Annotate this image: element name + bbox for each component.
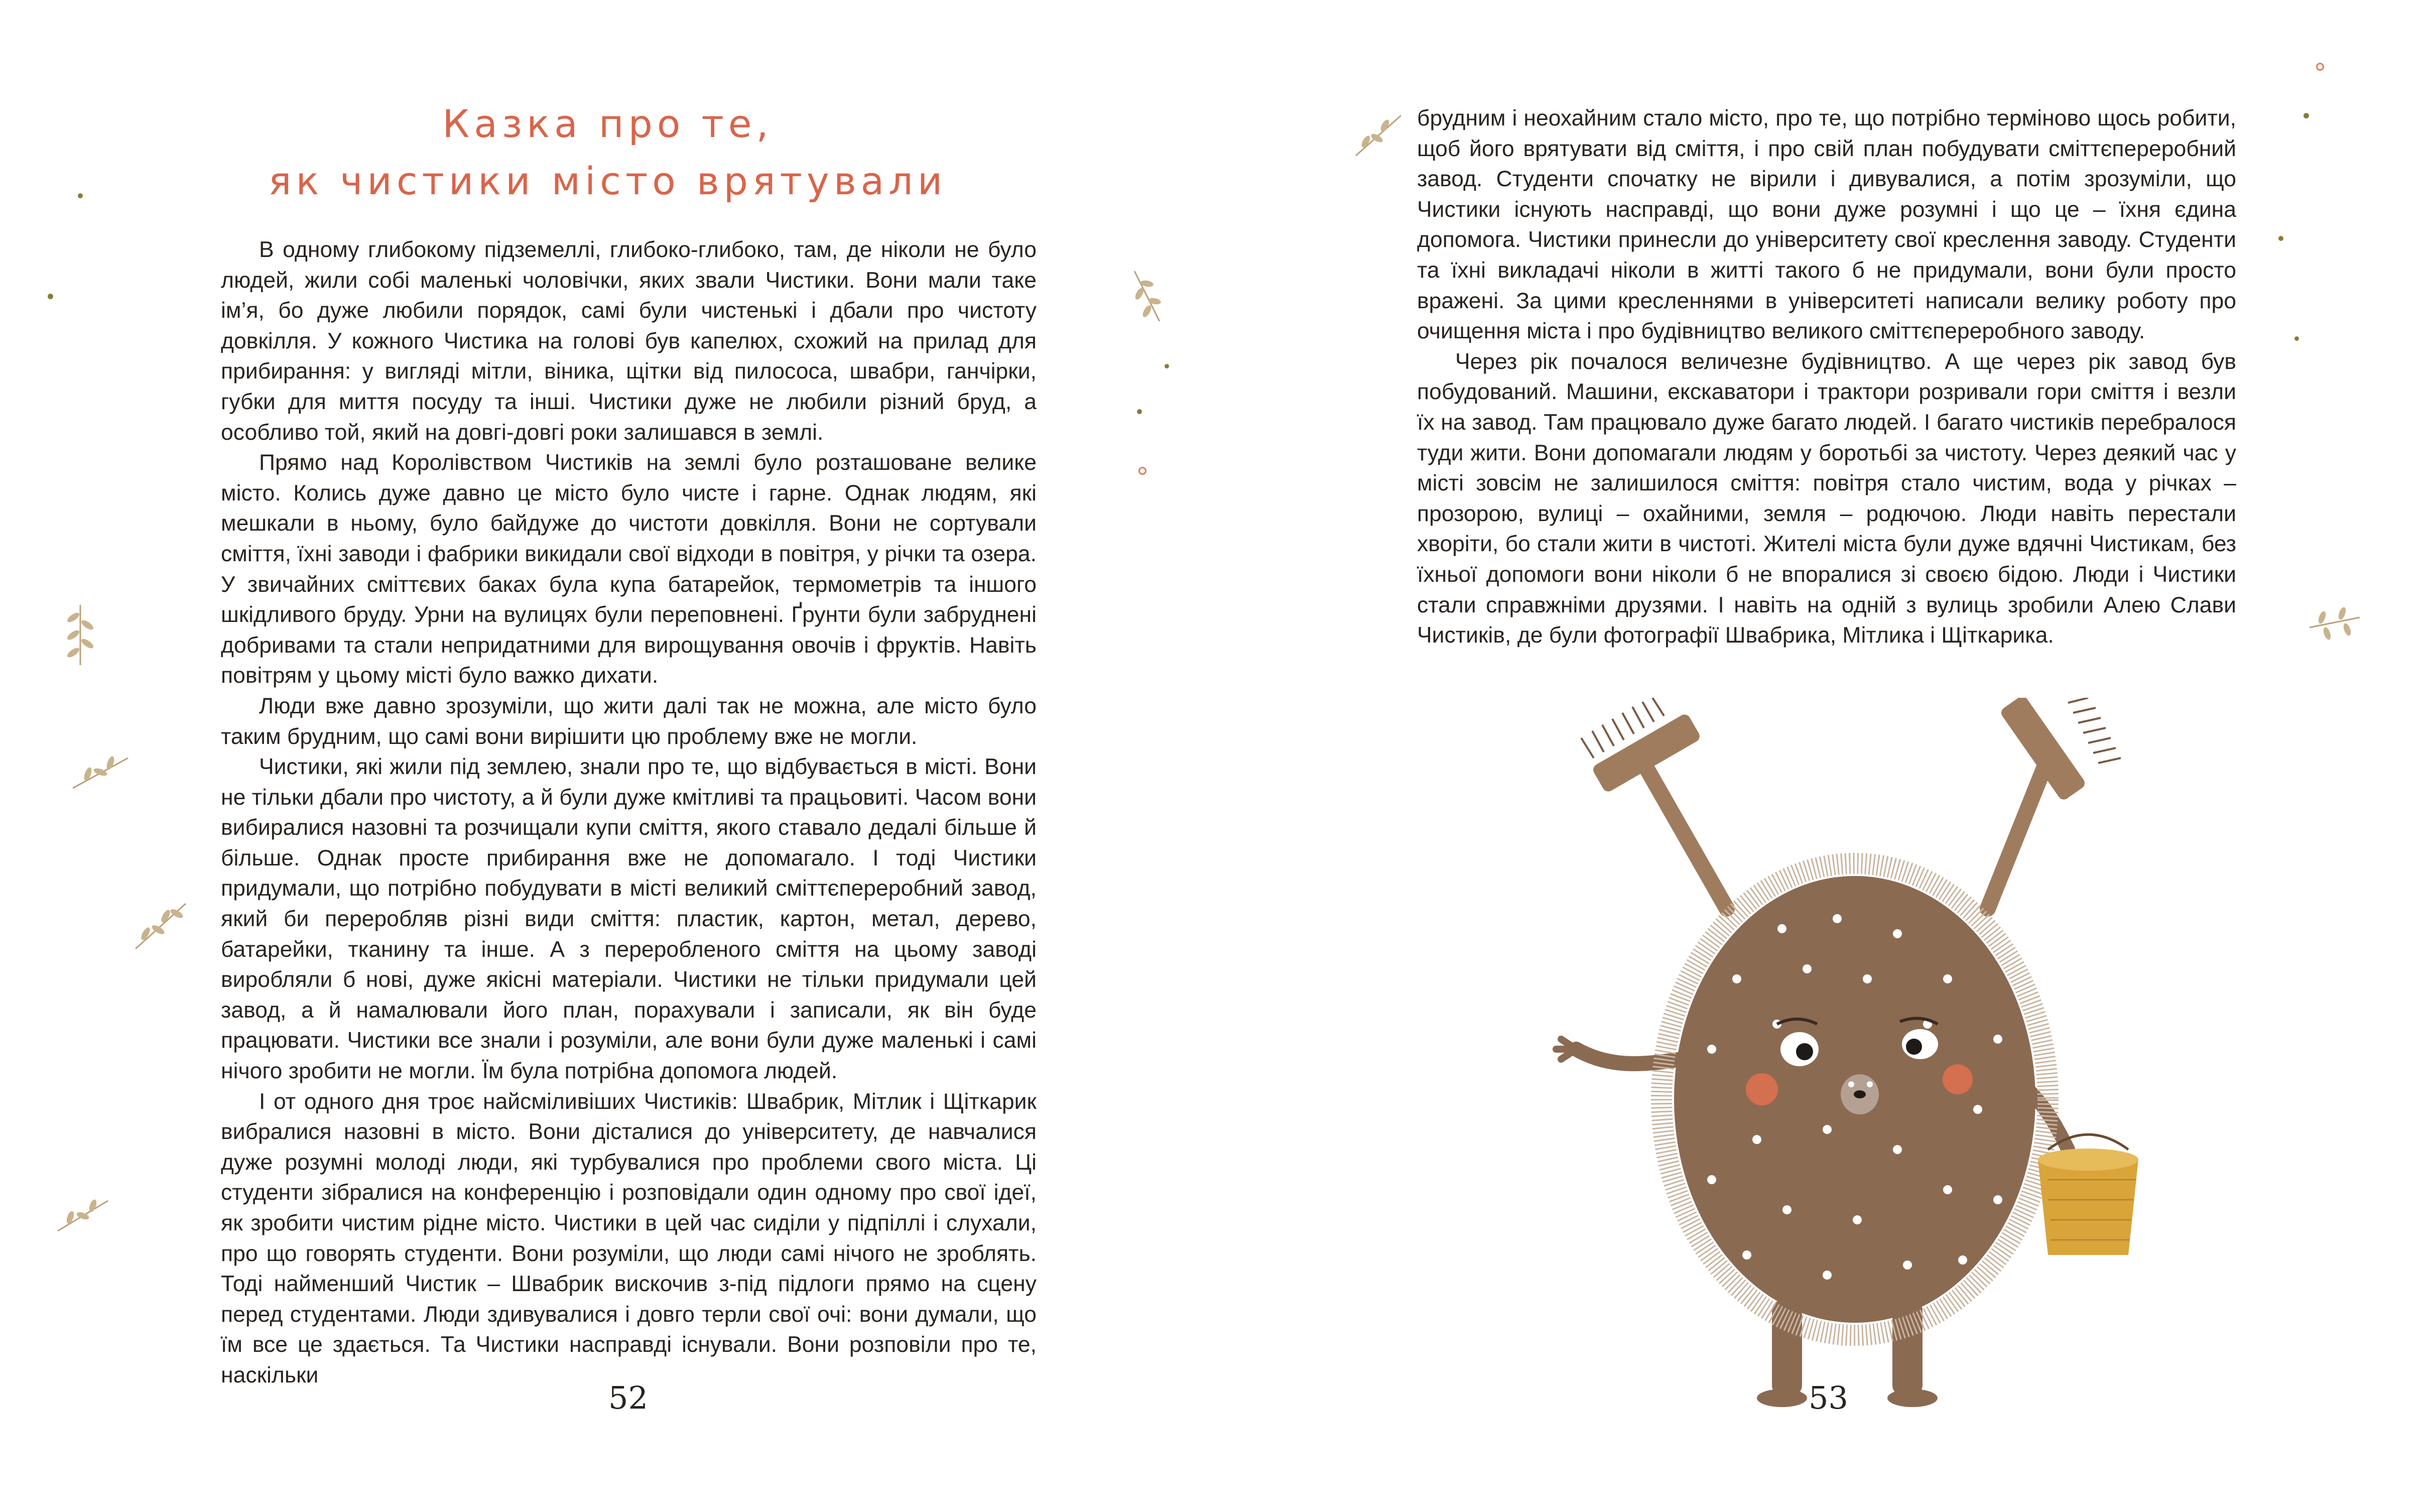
decor-circle — [1138, 467, 1146, 475]
left-broom-hat — [1581, 698, 1727, 909]
page-number-right: 53 — [1809, 1379, 1848, 1416]
decor-dot — [78, 193, 83, 198]
decor-dot — [2294, 336, 2299, 341]
leaf-sprig-icon — [2305, 597, 2365, 648]
decor-dot — [2278, 236, 2283, 241]
bucket-icon — [2038, 1135, 2138, 1255]
paragraph: Люди вже давно зрозуміли, що жити далі так не можна, але місто було таким брудним, що самі вони вирішити цю проблему вже не могли. — [221, 693, 1037, 749]
leaf-sprig-icon — [131, 899, 191, 954]
decor-dot — [2304, 113, 2309, 118]
decor-dot — [48, 294, 53, 299]
story-title — [0, 95, 1215, 210]
paragraph: І от одного дня троє найсміливіших Чистиків: Швабрик, Мітлик і Щіткарик вибралися назовні в місто. Вони дісталися до університету, де навчалися дуже розумні молоді люди, які турбувалися про проблеми свого міста. Ці студенти зібралися на конференцію і розповідали один одному про свої ідеї, як зробити чистим рідне місто. Чистики в цей час сиділи у підпіллі і слухали, про що говорять студенти. Вони розуміли, що люди самі нічого не зроблять. Тоді найменший Чистик – Швабрик вискочив з-під підлоги прямо на сцену перед студентами. Люди здивувалися і довго терли свої очі: вони думали, що їм все це здається. Та Чистики насправді існували. Вони розповіли про те, наскільки — [221, 1089, 1037, 1388]
decor-dot — [1165, 364, 1169, 368]
leaf-sprig-icon — [70, 753, 131, 793]
decor-circle — [2316, 63, 2324, 71]
right-broom-hat — [1988, 698, 2121, 909]
right-page-body — [1417, 103, 2236, 651]
page-number-left: 52 — [608, 1379, 648, 1416]
paragraph: Прямо над Королівством Чистиків на землі було розташоване велике місто. Колись дуже давно це місто було чисте і гарне. Однак людям, які мешкали в ньому, було байдуже до чистоти довкілля. Вони не сортували сміття, їхні заводи і фабрики викидали свої відходи в повітря, у річки та озера. У звичайних сміттєвих баках була купа батарейок, термометрів та іншого шкідливого бруду. Урни на вулицях були переповнені. Ґрунти були забруднені добривами та стали непридатними для вирощування овочів і фруктів. Навіть повітрям у цьому місті було важко дихати. — [221, 450, 1037, 688]
leaf-sprig-icon — [60, 602, 100, 668]
leaf-sprig-icon — [1351, 110, 1406, 161]
leaf-sprig-icon — [1124, 266, 1170, 326]
left-page-body — [221, 235, 1037, 1391]
title-line-2: як чистики місто врятували — [268, 159, 947, 203]
decor-dot — [1137, 409, 1142, 414]
paragraph: Через рік почалося величезне будівництво. А ще через рік завод був побудований. Машини, екскаватори і трактори розривали гори сміття і везли їх на завод. Там працювало дуже багато людей. І багато чистиків перебралося туди жити. Вони допомагали людям у боротьбі за чистоту. Через деякий час у місті зовсім не залишилося сміття: повітря стало чистим, вода у річках – прозорою, вулиці – охайними, земля – родючою. Люди навіть перестали хворіти, бо стали жити в чистоті. Жителі міста були дуже вдячні Чистикам, без їхньої допомоги вони ніколи б не впоралися зі своєю бідою. Люди і Чистики стали справжніми друзями. І навіть на одній з вулиць зробили Алею Слави Чистиків, де були фотографії Швабрика, Мітлика і Щіткарика. — [1417, 349, 2236, 648]
paragraph: Чистики, які жили під землею, знали про те, що відбувається в місті. Вони не тільки дбали про чистоту, а й були дуже кмітливі та працьовиті. Часом вони вибиралися назовні та розчищали купи сміття, якого ставало дедалі більше й більше. Однак просте прибирання вже не допомагало. І тоді Чистики придумали, що потрібно побудувати в місті великий сміттєпереробний завод, який би переробляв різні види сміття: пластик, картон, метал, дерево, батарейки, тканину та інше. А з переробленого сміття на цьому заводі виробляли б нові, дуже якісні матеріали. Чистики не тільки придумали цей завод, а й намалювали його план, порахували і записали, як він буде працювати. Чистики все знали і розуміли, але вони були дуже маленькі і самі нічого зробити не могли. Їм була потрібна допомога людей. — [221, 754, 1037, 1084]
paragraph: брудним і неохайним стало місто, про те, що потрібно терміново щось робити, щоб його врятувати від сміття, і про свій план побудувати сміттєпереробний завод. Студенти спочатку не вірили і дивувалися, а потім зрозуміли, що Чистики існують насправді, що вони дуже розумні і що це – їхня єдина допомога. Чистики принесли до університету свої креслення заводу. Студенти та їхні викладачі ніколи в житті такого б не придумали, вони були просто вражені. За цими кресленнями в університеті написали велику роботу про очищення міста і про будівництво великого сміттєпереробного заводу. — [1417, 106, 2236, 344]
left-page — [0, 0, 1215, 1512]
paragraph: В одному глибокому підземеллі, глибоко-глибоко, там, де ніколи не було людей, жили собі маленькі чоловічки, яких звали Чистики. Вони мали таке ім’я, бо дуже любили порядок, самі були чистенькі і дбали про чистоту довкілля. У кожного Чистика на голові був капелюх, схожий на прилад для прибирання: у вигляді мітли, віника, щітки від пилососа, швабри, ганчірки, губки для миття посуду та інші. Чистики дуже не любили різний бруд, а особливо той, який на довгі-довгі роки залишався в землі. — [221, 237, 1037, 445]
title-line-1: Казка про те, — [442, 101, 773, 146]
chistyk-character-illustration — [1546, 698, 2179, 1411]
leaf-sprig-icon — [55, 1195, 110, 1235]
